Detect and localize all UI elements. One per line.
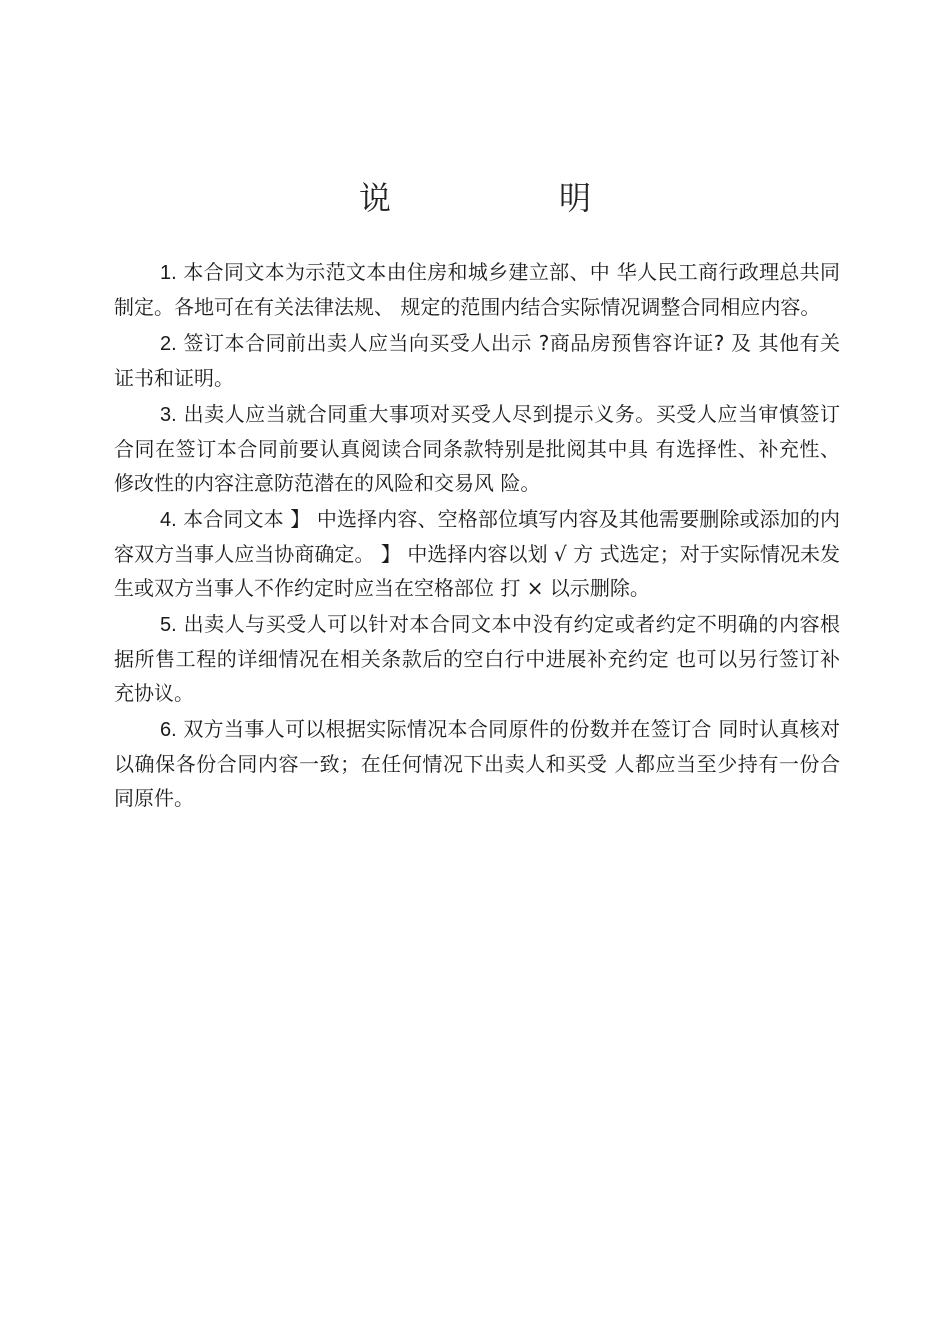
paragraph-text: 本合同文本为示范文本由住房和城乡建立部、中 华人民工商行政理总共同制定。各地可在有关法律法规、 规定的范围内结合实际情况调整合同相应内容。 [114,260,840,319]
instruction-paragraph-3 [114,397,840,500]
instruction-paragraph-4 [114,502,840,605]
paragraph-number: 3. [160,404,177,426]
paragraph-text: 签订本合同前出卖人应当向买受人出示 ?商品房预售容许证? 及 其他有关证书和证明。 [114,331,840,390]
paragraph-number: 2. [160,333,177,355]
instruction-paragraph-2 [114,326,840,395]
paragraph-text: 本合同文本 】 中选择内容、空格部位填写内容及其他需要删除或添加的内容双方当事人应当协商确定。 】 中选择内容以划 √ 方 式选定；对于实际情况未发生或双方当事人不作约定时应当在空格部位 打 × 以示删除。 [114,507,840,600]
paragraph-number: 5. [160,614,177,636]
paragraph-text: 双方当事人可以根据实际情况本合同原件的份数并在签订合 同时认真核对以确保各份合同内容一致；在任何情况下出卖人和买受 人都应当至少持有一份合同原件。 [114,717,840,810]
paragraph-number: 1. [160,262,177,284]
paragraph-number: 6. [160,719,177,741]
instruction-paragraph-6 [114,712,840,815]
instruction-paragraph-5 [114,607,840,710]
instruction-paragraph-1 [114,255,840,324]
instructions-body [114,255,840,817]
paragraph-text: 出卖人与买受人可以针对本合同文本中没有约定或者约定不明确的内容根据所售工程的详细情况在相关条款后的空白行中进展补充约定 也可以另行签订补充协议。 [114,612,840,705]
page-title: 说 明 [358,179,659,217]
paragraph-text: 出卖人应当就合同重大事项对买受人尽到提示义务。买受人应当审慎签订合同在签订本合同前要认真阅读合同条款特别是批阅其中具 有选择性、补充性、修改性的内容注意防范潜在的风险和交易风 险。 [114,402,840,495]
paragraph-number: 4. [160,509,177,531]
